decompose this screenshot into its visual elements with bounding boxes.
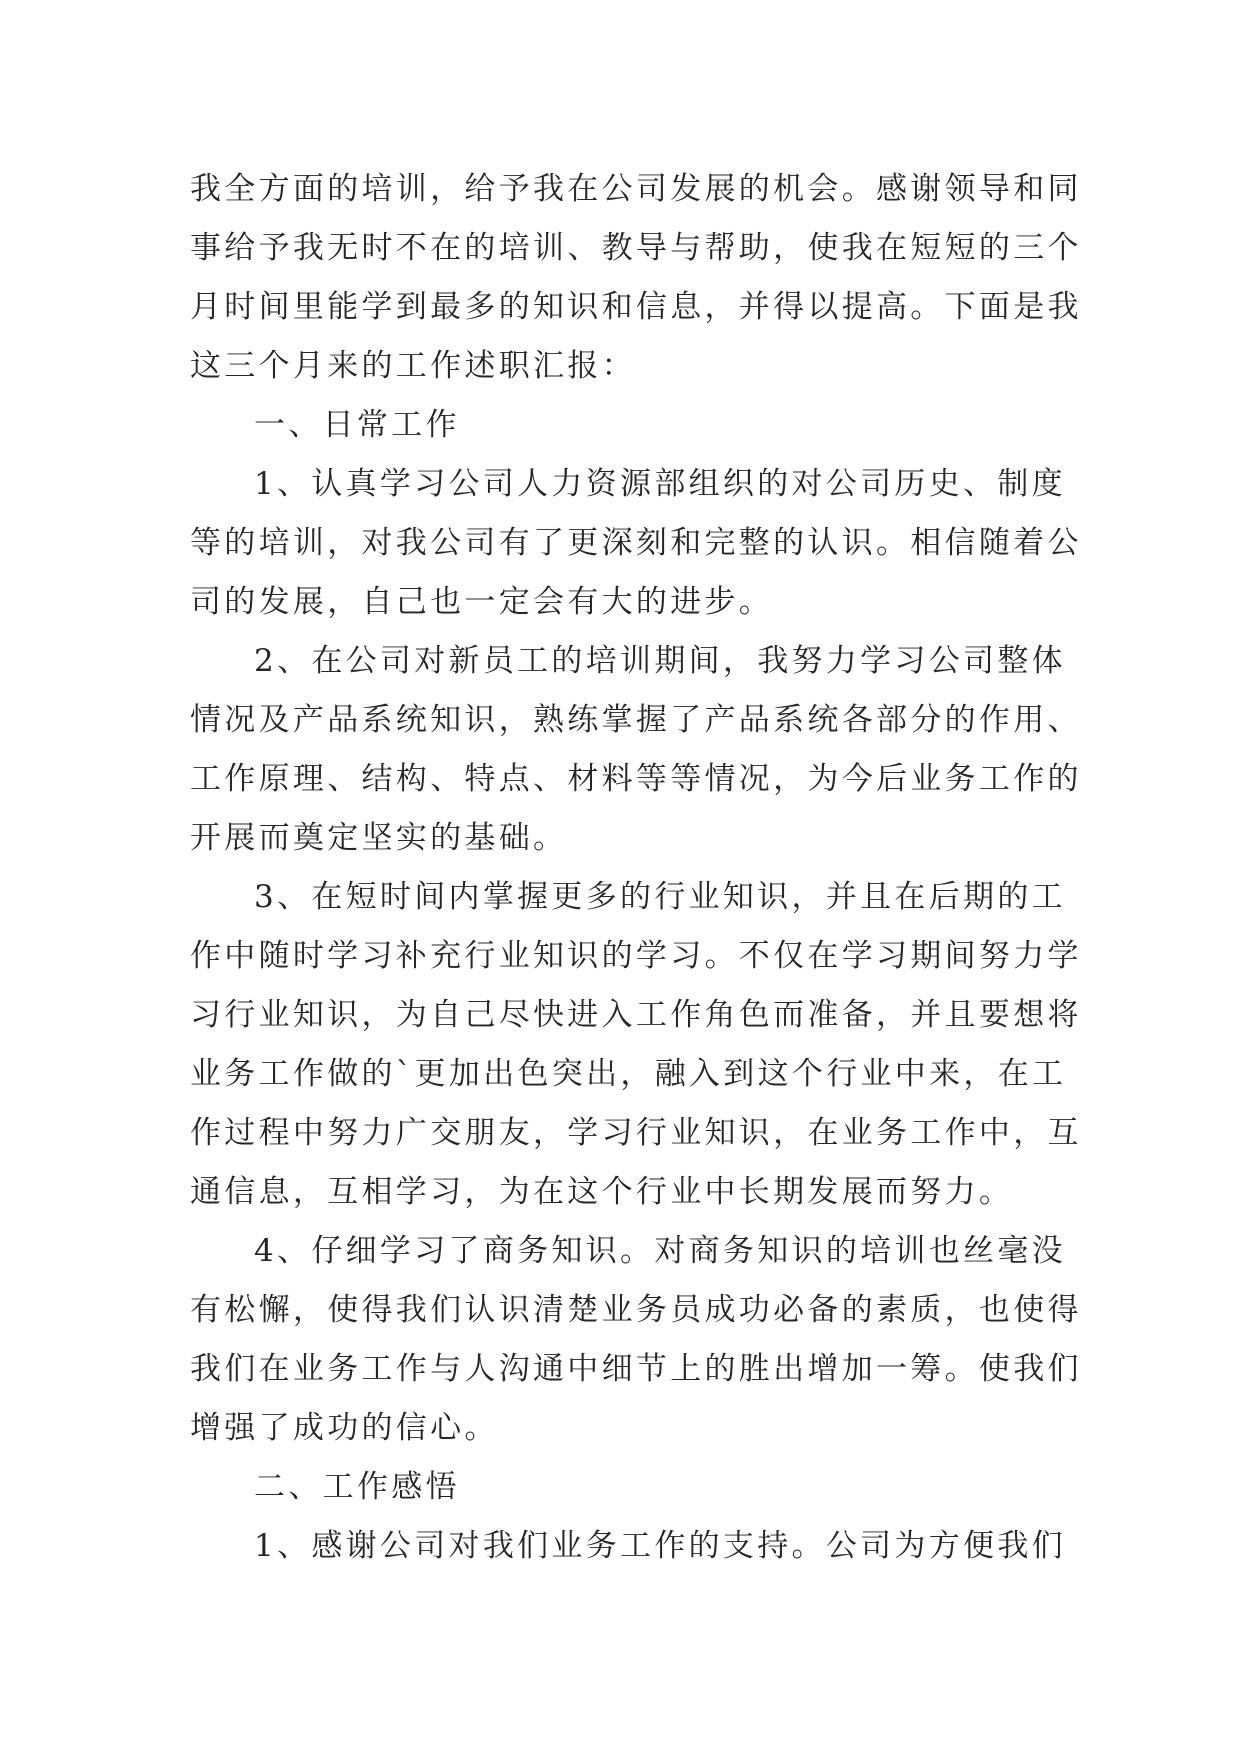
text-line: 司的发展，自己也一定会有大的进步。 (190, 584, 774, 620)
text-line: 业务工作做的`更加出色突出，融入到这个行业中来，在工 (190, 1056, 1067, 1092)
text-line: 作过程中努力广交朋友，学习行业知识，在业务工作中，互 (190, 1115, 1082, 1151)
text-line: 情况及产品系统知识，熟练掌握了产品系统各部分的作用、 (190, 702, 1082, 738)
document-body (190, 160, 1082, 1576)
text-line: 等的培训，对我公司有了更深刻和完整的认识。相信随着公 (190, 525, 1082, 561)
text-line: 工作原理、结构、特点、材料等等情况，为今后业务工作的 (190, 761, 1082, 797)
text-line: 这三个月来的工作述职汇报： (190, 348, 636, 384)
text-line: 我全方面的培训，给予我在公司发展的机会。感谢领导和同 (190, 171, 1082, 207)
text-line: 3、在短时间内掌握更多的行业知识，并且在后期的工 (254, 879, 1066, 915)
text-line: 增强了成功的信心。 (190, 1410, 499, 1446)
text-line: 有松懈，使得我们认识清楚业务员成功必备的素质，也使得 (190, 1292, 1082, 1328)
section-heading: 一、日常工作 (254, 407, 460, 443)
text-line: 1、认真学习公司人力资源部组织的对公司历史、制度 (254, 466, 1066, 502)
text-line: 2、在公司对新员工的培训期间，我努力学习公司整体 (254, 643, 1066, 679)
text-line: 开展而奠定坚实的基础。 (190, 820, 568, 856)
text-line: 习行业知识，为自己尽快进入工作角色而准备，并且要想将 (190, 997, 1082, 1033)
text-line: 作中随时学习补充行业知识的学习。不仅在学习期间努力学 (190, 938, 1082, 974)
text-line: 月时间里能学到最多的知识和信息，并得以提高。下面是我 (190, 289, 1082, 325)
section-heading: 二、工作感悟 (254, 1469, 460, 1505)
text-line: 1、感谢公司对我们业务工作的支持。公司为方便我们 (254, 1528, 1066, 1564)
text-line: 通信息，互相学习，为在这个行业中长期发展而努力。 (190, 1174, 1014, 1210)
text-line: 4、仔细学习了商务知识。对商务知识的培训也丝毫没 (254, 1233, 1066, 1269)
text-line: 我们在业务工作与人沟通中细节上的胜出增加一筹。使我们 (190, 1351, 1082, 1387)
text-line: 事给予我无时不在的培训、教导与帮助，使我在短短的三个 (190, 230, 1082, 266)
